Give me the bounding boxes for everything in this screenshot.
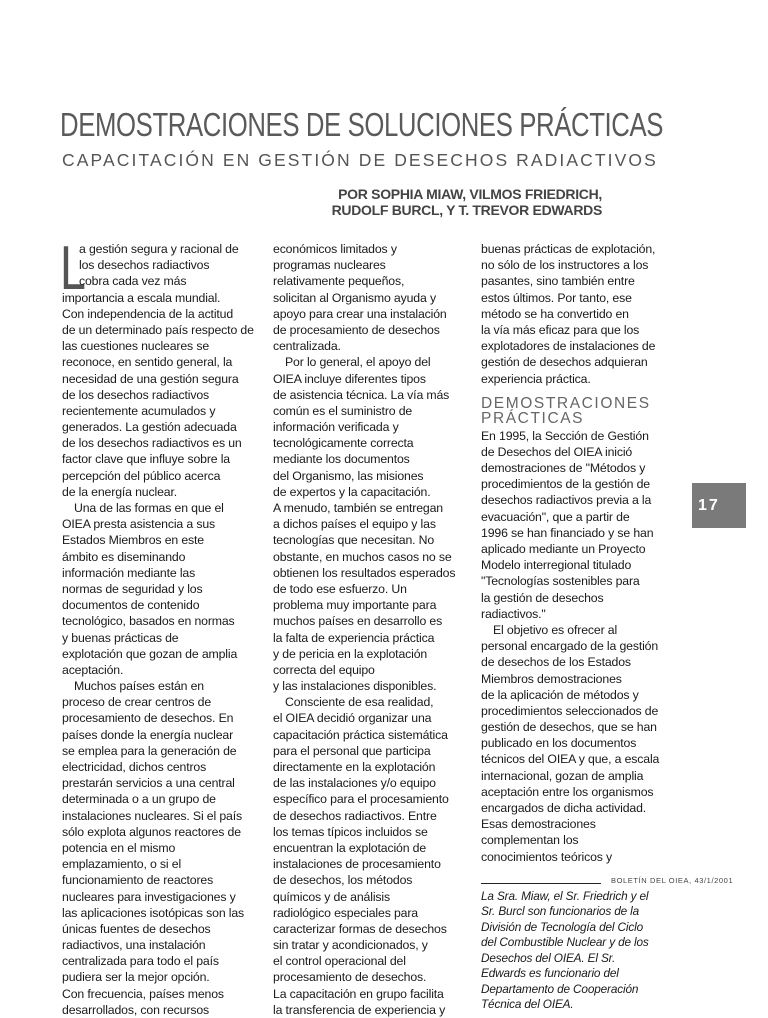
text-line: desechos radiactivos previa a la: [481, 493, 652, 508]
text-line: para el personal que participa: [273, 743, 431, 758]
text-line: pudiera ser la mejor opción.: [62, 970, 210, 985]
text-line: el control operacional del: [273, 954, 406, 969]
page-number: 17: [692, 483, 746, 528]
byline: [332, 186, 602, 218]
text-line: tecnologías que necesitan. No: [273, 533, 435, 548]
text-line: ámbito es diseminando: [62, 549, 186, 564]
text-line: La capacitación en grupo facilita: [273, 986, 444, 1001]
text-line: de un determinado país respecto de: [62, 322, 254, 337]
text-line: información verificada y: [273, 420, 399, 435]
column3-body: [481, 428, 687, 865]
text-line: internacional, gozan de amplia: [481, 768, 644, 783]
text-line: Con independencia de la actitud: [62, 306, 234, 321]
text-line: solicitan al Organismo ayuda y: [273, 290, 436, 305]
text-line: del Organismo, las misiones: [273, 468, 424, 483]
text-line: de expertos y la capacitación.: [273, 484, 431, 499]
text-line: información mediante las: [62, 565, 196, 580]
text-line: común es el suministro de: [273, 403, 413, 418]
text-line: los desechos radiactivos: [79, 258, 210, 273]
text-line: funcionamiento de reactores: [62, 873, 214, 888]
text-line: de desechos de los Estados: [481, 655, 631, 670]
text-line: procesamiento de desechos.: [273, 970, 427, 985]
text-line: se emplea para la generación de: [62, 743, 237, 758]
text-line: la falta de experiencia práctica: [273, 630, 435, 645]
text-line: El objetivo es ofrecer al: [493, 622, 618, 637]
text-line: Estados Miembros en este: [62, 533, 204, 548]
section-heading-line: DEMOSTRACIONES: [481, 394, 651, 412]
text-line: únicas fuentes de desechos: [62, 921, 211, 936]
text-line: La Sra. Miaw, el Sr. Friedrich y el: [481, 888, 649, 903]
section-heading: [481, 396, 687, 426]
text-line: radiológico especiales para: [273, 905, 418, 920]
text-line: de los desechos radiactivos es un: [62, 436, 242, 451]
text-line: importancia a escala mundial.: [62, 290, 221, 305]
text-line: instalaciones nucleares. Si el país: [62, 808, 242, 823]
article-subtitle: CAPACITACIÓN EN GESTIÓN DE DESECHOS RADIACTIVOS: [62, 150, 658, 170]
text-line: reconoce, en sentido general, la: [62, 355, 233, 370]
text-line: programas nucleares: [273, 258, 386, 273]
text-line: complementan los: [481, 833, 579, 848]
text-line: demostraciones de "Métodos y: [481, 461, 646, 476]
text-line: específico para el procesamiento: [273, 792, 449, 807]
text-line: obstante, en muchos casos no se: [273, 549, 452, 564]
text-line: radiactivos, una instalación: [62, 938, 206, 953]
text-line: de asistencia técnica. La vía más: [273, 387, 450, 402]
text-line: Edwards es funcionario del: [481, 966, 619, 981]
text-line: División de Tecnología del Ciclo: [481, 919, 643, 934]
text-line: de procesamiento de desechos: [273, 322, 440, 337]
text-line: gestión de desechos, que se han: [481, 720, 657, 735]
text-line: En 1995, la Sección de Gestión: [481, 428, 649, 443]
text-line: de Desechos del OIEA inició: [481, 444, 633, 459]
text-line: A menudo, también se entregan: [273, 501, 443, 515]
text-line: apoyo para crear una instalación: [273, 306, 447, 321]
running-footer: BOLETÍN DEL OIEA, 43/1/2001: [611, 876, 734, 885]
footnote-rule: [481, 883, 601, 884]
text-line: económicos limitados y: [273, 242, 397, 256]
text-line: de todo ese esfuerzo. Un: [273, 581, 407, 596]
text-line: potencia en el mismo: [62, 840, 176, 855]
text-line: Por lo general, el apoyo del: [285, 355, 431, 370]
text-line: necesidad de una gestión segura: [62, 371, 239, 386]
text-column-1: [62, 241, 272, 1018]
text-column-3: [481, 241, 687, 1013]
text-line: relativamente pequeños,: [273, 274, 405, 289]
author-footnote: [481, 889, 687, 1013]
text-line: Sr. Burcl son funcionarios de la: [481, 904, 640, 919]
text-line: buenas prácticas de explotación,: [481, 242, 656, 256]
text-line: capacitación práctica sistemática: [273, 727, 448, 742]
text-line: a dichos países el equipo y las: [273, 517, 436, 532]
text-line: radiactivos.": [481, 606, 546, 621]
text-line: aceptación entre los organismos: [481, 784, 654, 799]
text-line: normas de seguridad y los: [62, 581, 203, 596]
text-line: recientemente acumulados y: [62, 403, 216, 418]
text-line: Departamento de Cooperación: [481, 981, 639, 996]
text-line: la vía más eficaz para que los: [481, 322, 640, 337]
text-line: gestión de desechos adquieran: [481, 355, 648, 370]
text-line: procedimientos seleccionados de: [481, 703, 659, 718]
byline-line: POR SOPHIA MIAW, VILMOS FRIEDRICH,: [338, 186, 602, 202]
text-line: directamente en la explotación: [273, 760, 436, 774]
text-line: los temas típicos incluidos se: [273, 824, 428, 839]
byline-line: RUDOLF BURCL, Y T. TREVOR EDWARDS: [331, 202, 602, 218]
text-line: la gestión de desechos: [481, 590, 604, 605]
text-line: sólo explota algunos reactores de: [62, 824, 241, 839]
text-line: experiencia práctica.: [481, 371, 591, 386]
text-line: obtienen los resultados esperados: [273, 565, 456, 580]
text-line: las cuestiones nucleares se: [62, 339, 210, 354]
text-line: caracterizar formas de desechos: [273, 921, 447, 936]
text-line: cobra cada vez más: [79, 274, 187, 289]
text-line: de desechos radiactivos. Entre: [273, 808, 437, 823]
text-line: correcta del equipo: [273, 662, 375, 677]
text-line: desarrollados, con recursos: [62, 1002, 210, 1017]
text-line: percepción del público acerca: [62, 468, 221, 483]
text-line: tecnológicamente correcta: [273, 436, 414, 451]
text-line: publicado en los documentos: [481, 736, 637, 751]
text-line: proceso de crear centros de: [62, 695, 212, 710]
text-column-2: [273, 241, 479, 1018]
text-line: y de pericia en la explotación: [273, 646, 428, 661]
text-line: a gestión segura y racional de: [79, 242, 239, 256]
text-line: nucleares para investigaciones y: [62, 889, 236, 904]
text-line: determinada o a un grupo de: [62, 792, 216, 807]
text-line: Muchos países están en: [74, 679, 204, 694]
text-line: procesamiento de desechos. En: [62, 711, 234, 726]
text-line: centralizada.: [273, 339, 341, 354]
text-line: explotación que gozan de amplia: [62, 646, 238, 661]
text-line: Una de las formas en que el: [74, 501, 224, 515]
text-line: OIEA incluye diferentes tipos: [273, 371, 426, 386]
text-line: y buenas prácticas de: [62, 630, 179, 645]
text-line: conocimientos teóricos y: [481, 849, 613, 864]
text-line: factor clave que influye sobre la: [62, 452, 230, 467]
text-line: estos últimos. Por tanto, ese: [481, 290, 632, 305]
text-line: Consciente de esa realidad,: [285, 695, 434, 710]
column3-intro: [481, 241, 687, 387]
text-line: del Combustible Nuclear y de los: [481, 935, 649, 950]
text-line: "Tecnologías sostenibles para: [481, 574, 640, 589]
text-line: aplicado mediante un Proyecto: [481, 542, 646, 556]
text-line: pasantes, sino también entre: [481, 274, 635, 289]
text-line: electricidad, dichos centros: [62, 760, 207, 774]
text-line: de las instalaciones y/o equipo: [273, 776, 436, 791]
text-line: las aplicaciones isotópicas son las: [62, 905, 245, 920]
text-line: de la energía nuclear.: [62, 484, 177, 499]
text-line: documentos de contenido: [62, 598, 200, 613]
text-line: emplazamiento, o si el: [62, 857, 182, 872]
text-line: Técnica del OIEA.: [481, 997, 574, 1012]
text-line: mediante los documentos: [273, 452, 410, 467]
text-line: técnicos del OIEA y que, a escala: [481, 752, 660, 767]
text-line: instalaciones de procesamiento: [273, 857, 441, 872]
text-line: OIEA presta asistencia a sus: [62, 517, 216, 532]
text-line: Con frecuencia, países menos: [62, 986, 224, 1001]
text-line: de la aplicación de métodos y: [481, 687, 639, 702]
text-line: el OIEA decidió organizar una: [273, 711, 432, 726]
text-line: sin tratar y acondicionados, y: [273, 938, 428, 953]
text-line: problema muy importante para: [273, 598, 437, 613]
article-title: DEMOSTRACIONES DE SOLUCIONES PRÁCTICAS: [60, 106, 664, 143]
drop-cap: L: [60, 234, 86, 303]
text-line: prestarán servicios a una central: [62, 776, 235, 791]
text-line: la transferencia de experiencia y: [273, 1002, 446, 1017]
text-line: químicos y de análisis: [273, 889, 390, 904]
text-line: Modelo interregional titulado: [481, 558, 632, 573]
text-line: evacuación", que a partir de: [481, 509, 630, 524]
text-line: aceptación.: [62, 662, 124, 677]
text-line: muchos países en desarrollo es: [273, 614, 443, 629]
section-heading-line: PRÁCTICAS: [481, 409, 585, 427]
text-line: generados. La gestión adecuada: [62, 420, 237, 435]
text-line: de desechos, los métodos: [273, 873, 413, 888]
text-line: tecnológico, basados en normas: [62, 614, 235, 629]
text-line: Miembros demostraciones: [481, 671, 622, 686]
text-line: Esas demostraciones: [481, 817, 596, 832]
text-line: no sólo de los instructores a los: [481, 258, 649, 273]
text-line: encuentran la explotación de: [273, 840, 427, 855]
text-line: encargados de dicha actividad.: [481, 801, 647, 815]
text-line: de los desechos radiactivos: [62, 387, 210, 402]
text-line: procedimientos de la gestión de: [481, 477, 650, 492]
text-line: personal encargado de la gestión: [481, 639, 659, 654]
text-line: explotadores de instalaciones de: [481, 339, 656, 354]
text-line: 1996 se han financiado y se han: [481, 525, 654, 540]
text-line: método se ha convertido en: [481, 306, 629, 321]
text-line: centralizada para todo el país: [62, 954, 219, 969]
text-line: países donde la energía nuclear: [62, 727, 234, 742]
text-line: Desechos del OIEA. El Sr.: [481, 950, 616, 965]
text-line: y las instalaciones disponibles.: [273, 679, 437, 694]
